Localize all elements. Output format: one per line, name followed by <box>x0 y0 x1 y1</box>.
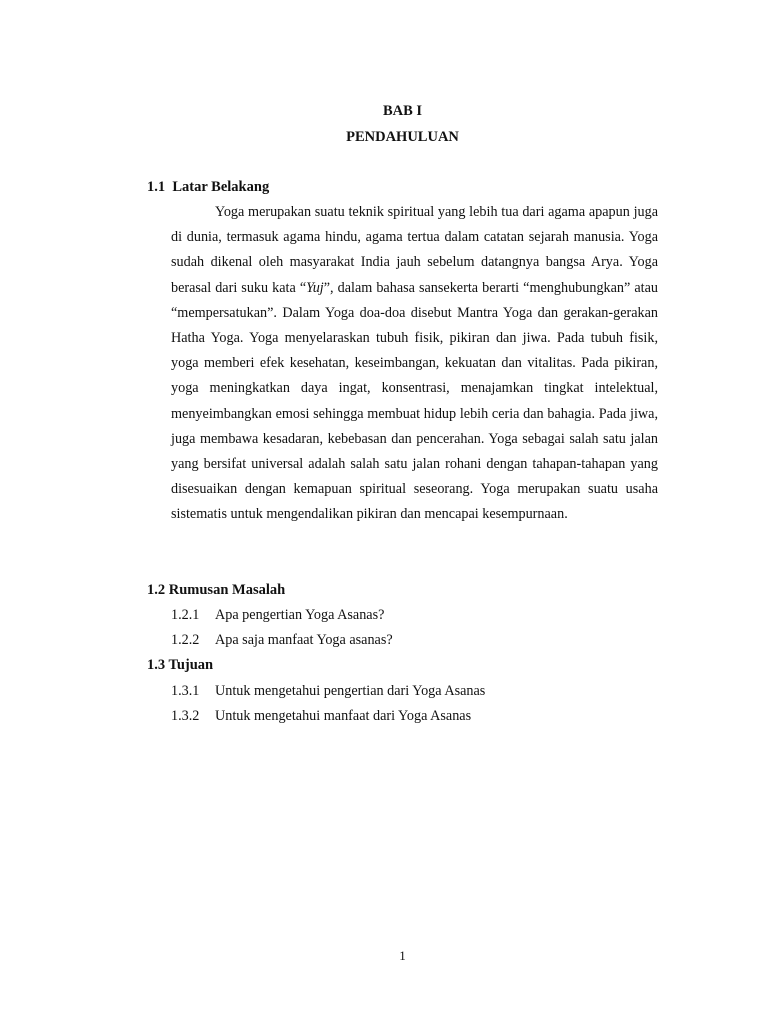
paragraph-text-end: ”, dalam bahasa sansekerta berarti “menghubungkan” atau “mempersatukan”. Dalam Yoga doa-doa disebut Mantra Yoga dan gerakan-gerakan Hatha Yoga. Yoga menyelaraskan tubuh fisik, pikiran dan jiwa. Pada tubuh fisik, yoga memberi efek kesehatan, keseimbangan, kekuatan dan vitalitas. Pada pikiran, yoga meningkatkan daya ingat, konsentrasi, menajamkan tingkat intelektual, menyeimbangkan emosi sehingga membuat hidup lebih ceria dan bahagia. Pada jiwa, juga membawa kesadaran, kebebasan dan pencerahan. Yoga sebagai salah satu jalan yang bersifat universal adalah salah satu jalan rohani dengan tahapan-tahapan yang disesuaikan dengan kemapuan spiritual seseorang. Yoga merupakan suatu usaha sistematis untuk mengendalikan pikiran dan mencapai kesempurnaan. <box>171 279 658 523</box>
list-item <box>171 683 485 700</box>
list-item-number: 1.2.1 <box>171 607 200 623</box>
list-item-text: Apa saja manfaat Yoga asanas? <box>215 632 393 648</box>
list-item-text: Untuk mengetahui pengertian dari Yoga Asanas <box>215 683 486 699</box>
list-item-number: 1.2.2 <box>171 632 200 648</box>
section-heading-tujuan: 1.3 Tujuan <box>147 657 214 673</box>
list-item-text: Apa pengertian Yoga Asanas? <box>215 607 385 623</box>
paragraph-italic-term: Yuj <box>306 279 324 296</box>
section-heading-latar-belakang: 1.1 Latar Belakang <box>147 179 270 195</box>
latar-belakang-paragraph <box>171 200 658 528</box>
chapter-title: PENDAHULUAN <box>346 129 459 145</box>
list-item <box>171 607 384 624</box>
list-item-number: 1.3.1 <box>171 683 200 699</box>
list-item-number: 1.3.2 <box>171 708 200 724</box>
list-item <box>171 708 471 725</box>
list-item <box>171 632 393 649</box>
section-heading-rumusan-masalah: 1.2 Rumusan Masalah <box>147 582 286 598</box>
list-item-text: Untuk mengetahui manfaat dari Yoga Asanas <box>215 708 472 724</box>
chapter-label: BAB I <box>382 103 423 119</box>
paragraph-text-start: Yoga merupakan suatu teknik spiritual yang lebih tua dari agama apapun juga di dunia, termasuk agama hindu, agama tertua dalam catatan sejarah manusia. Yoga sudah dikenal oleh masyarakat India jauh sebelum datangnya bangsa Arya. Yoga berasal dari suku kata “ <box>171 204 658 296</box>
page-number: 1 <box>399 948 406 963</box>
